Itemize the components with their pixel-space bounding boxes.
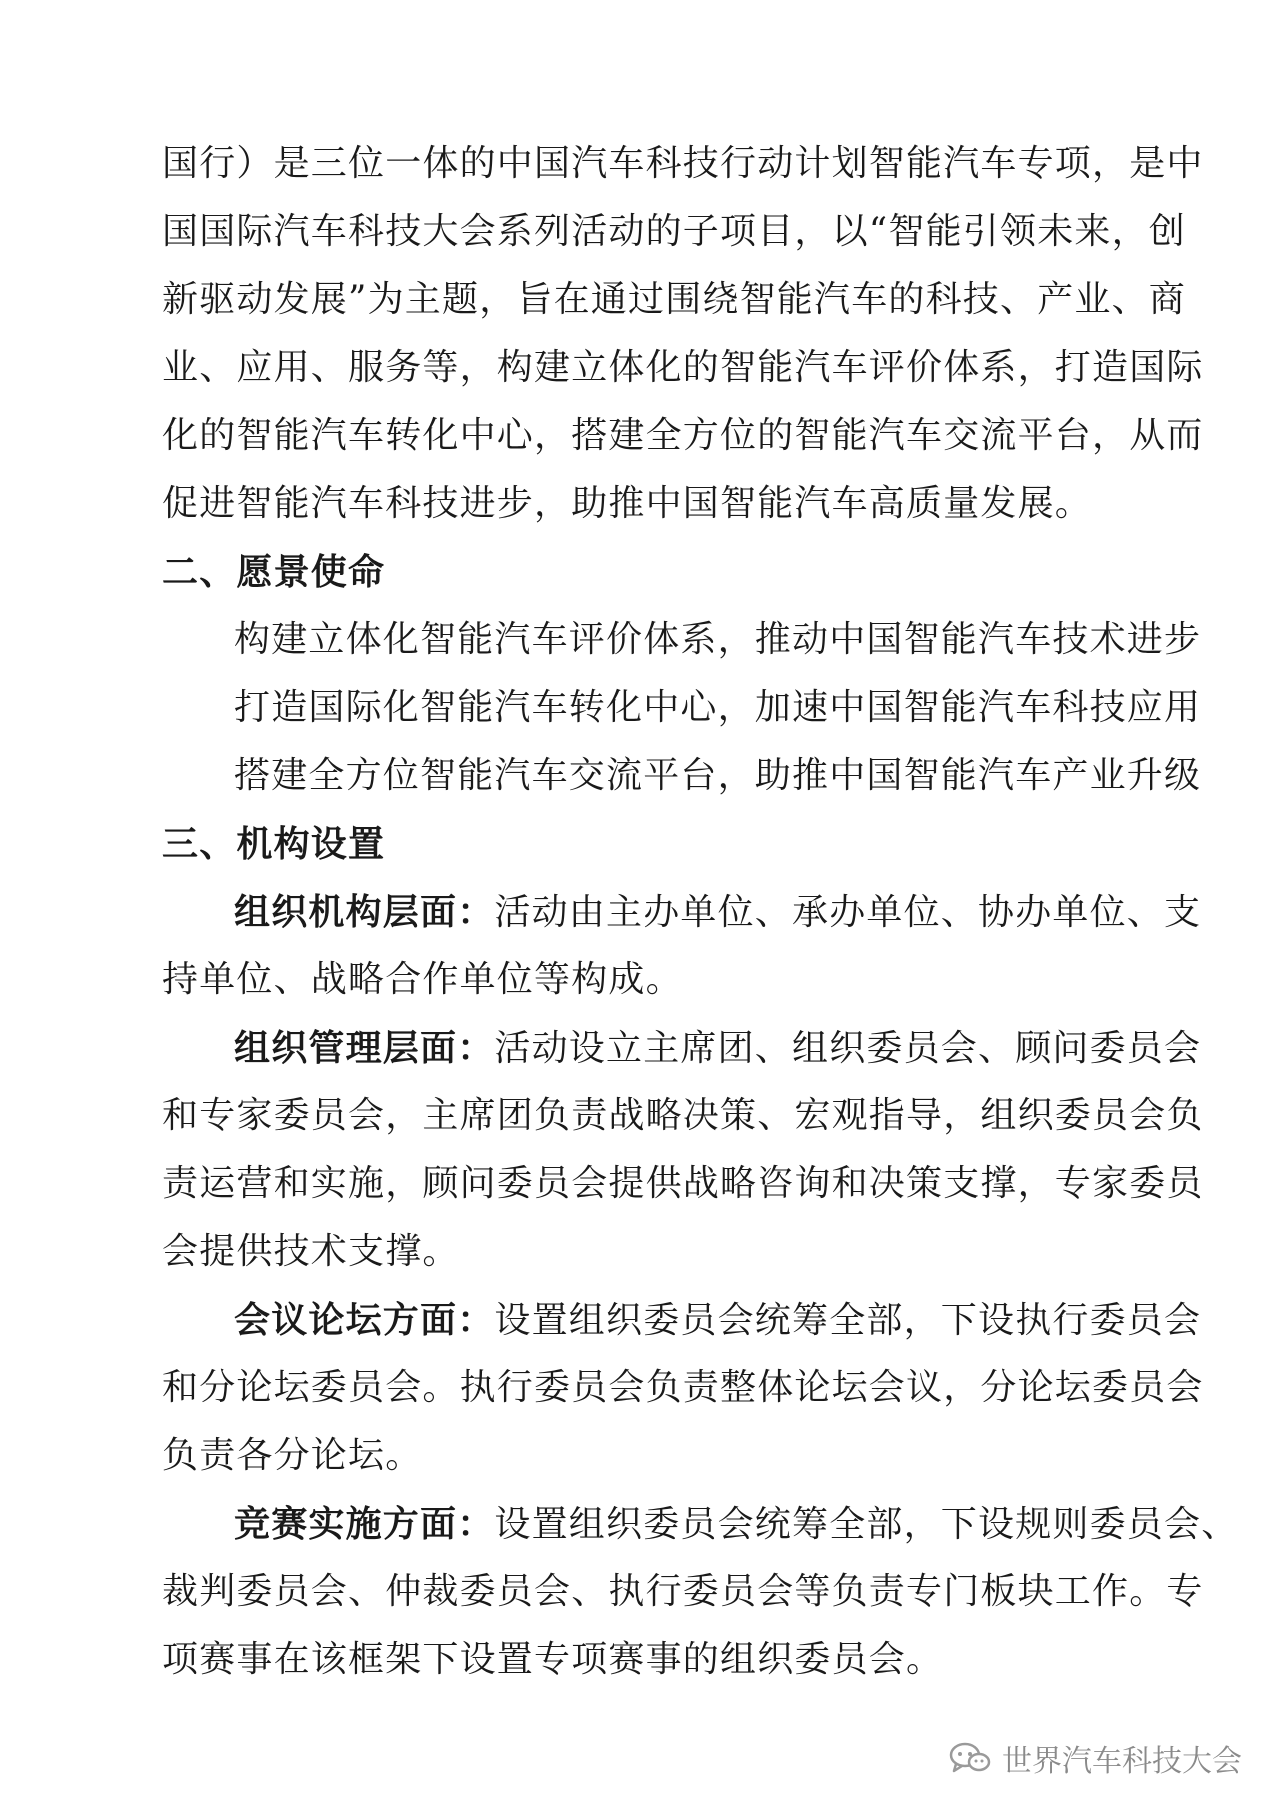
section-heading-vision: 二、愿景使命 [162,551,386,593]
wechat-icon [948,1740,992,1776]
document-body [162,130,1239,1694]
org-management-lead: 组织管理层面： [234,1027,495,1069]
intro-line-1: 国行）是三位一体的中国汽车科技行动计划智能汽车专项，是中 [162,143,1204,184]
vision-line-2: 打造国际化智能汽车转化中心，加速中国智能汽车科技应用 [234,687,1202,728]
vision-line-1: 构建立体化智能汽车评价体系，推动中国智能汽车技术进步 [234,619,1202,660]
competition-line-3: 项赛事在该框架下设置专项赛事的组织委员会。 [162,1639,944,1680]
intro-line-2: 国国际汽车科技大会系列活动的子项目，以“智能引领未来，创 [162,211,1187,252]
org-management-line-2: 和专家委员会，主席团负责战略决策、宏观指导，组织委员会负 [162,1095,1204,1136]
vision-line-3: 搭建全方位智能汽车交流平台，助推中国智能汽车产业升级 [234,755,1202,796]
intro-line-4: 业、应用、服务等，构建立体化的智能汽车评价体系，打造国际 [162,347,1204,388]
org-structure-line-2: 持单位、战略合作单位等构成。 [162,959,683,1000]
org-structure-text: 活动由主办单位、承办单位、协办单位、支 [494,892,1202,933]
competition-lead: 竞赛实施方面： [234,1503,495,1545]
competition-line-1 [162,1490,1239,1558]
intro-line-6: 促进智能汽车科技进步，助推中国智能汽车高质量发展。 [162,483,1093,524]
org-structure-lead: 组织机构层面： [234,891,495,933]
forum-lead: 会议论坛方面： [234,1299,495,1341]
forum-line-2: 和分论坛委员会。执行委员会负责整体论坛会议，分论坛委员会 [162,1367,1204,1408]
intro-line-5: 化的智能汽车转化中心，搭建全方位的智能汽车交流平台，从而 [162,415,1204,456]
intro-line-3: 新驱动发展”为主题，旨在通过围绕智能汽车的科技、产业、商 [162,279,1187,320]
org-structure-line-1 [162,878,1202,946]
forum-line-1 [162,1286,1202,1354]
org-management-line-4: 会提供技术支撑。 [162,1231,460,1272]
competition-line-2: 裁判委员会、仲裁委员会、执行委员会等负责专门板块工作。专 [162,1571,1204,1612]
forum-line-3: 负责各分论坛。 [162,1435,423,1476]
section-heading-organization: 三、机构设置 [162,823,386,865]
competition-text: 设置组织委员会统筹全部，下设规则委员会、 [494,1504,1239,1545]
org-management-line-3: 责运营和实施，顾问委员会提供战略咨询和决策支撑，专家委员 [162,1163,1204,1204]
watermark-text: 世界汽车科技大会 [1002,1744,1242,1779]
forum-text: 设置组织委员会统筹全部，下设执行委员会 [494,1300,1202,1341]
org-management-text: 活动设立主席团、组织委员会、顾问委员会 [494,1028,1202,1069]
org-management-line-1 [162,1014,1202,1082]
watermark [948,1736,1242,1780]
